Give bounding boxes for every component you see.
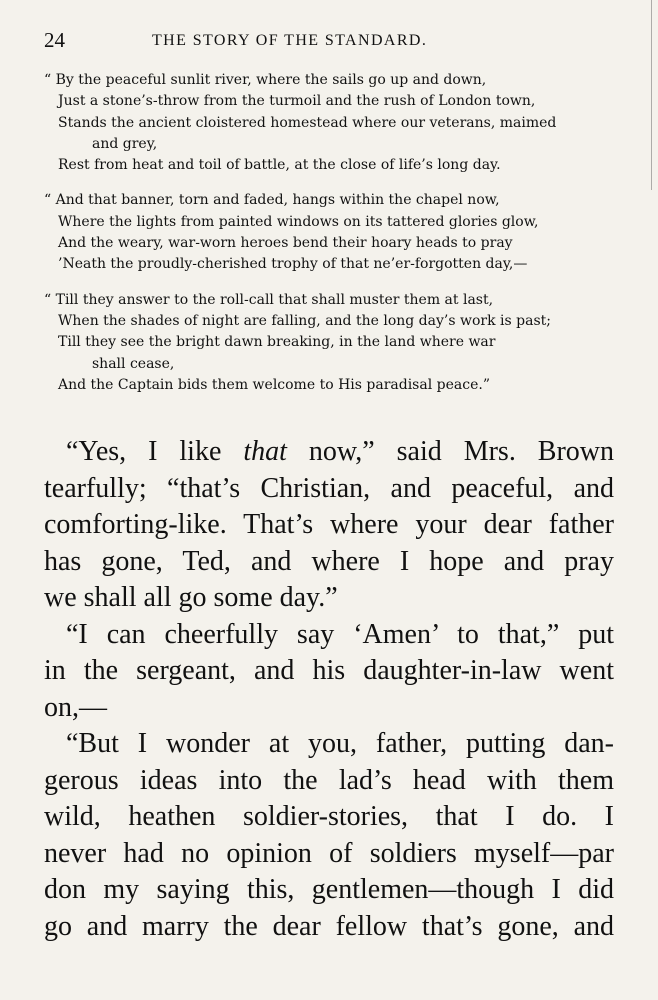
poem-line: Stands the ancient cloistered homestead where our veterans, maimed	[58, 114, 557, 131]
prose-text: “Yes, I like	[66, 436, 244, 467]
margin-pencil-line	[649, 0, 652, 190]
prose-body	[44, 434, 614, 945]
poem-line: and grey,	[92, 135, 158, 152]
page-number: 24	[44, 28, 65, 52]
poem-line: Where the lights from painted windows on its tattered glories glow,	[58, 213, 539, 230]
prose-text: now,” said Mrs. Brown	[286, 436, 614, 467]
prose-line: tearfully; “that’s Christian, and peaceful, and	[44, 472, 614, 504]
prose-line: go and marry the dear fellow that’s gone, and	[44, 910, 614, 942]
prose-line: on,—	[44, 691, 107, 723]
prose-line: gerous ideas into the lad’s head with them	[44, 764, 614, 796]
prose-line: don my saying this, gentlemen—though I did	[44, 874, 614, 905]
poem-line: Till they see the bright dawn breaking, in the land where war	[58, 334, 496, 351]
prose-line: we shall all go some day.”	[44, 582, 338, 613]
poem-line: Rest from heat and toil of battle, at the close of life’s long day.	[58, 157, 501, 174]
poem-line: shall cease,	[92, 355, 175, 372]
prose-line: never had no opinion of soldiers myself—par	[44, 837, 614, 869]
poem-line: “ And that banner, torn and faded, hangs within the chapel now,	[44, 192, 500, 209]
running-title: THE STORY OF THE STANDARD.	[152, 32, 428, 49]
poem	[44, 70, 624, 410]
page-header	[44, 28, 604, 54]
poem-line: ’Neath the proudly-cherished trophy of that ne’er-forgotten day,—	[58, 256, 528, 273]
prose-line: comforting-like. That’s where your dear father	[44, 509, 614, 540]
poem-stanza	[44, 190, 624, 275]
prose-line	[44, 434, 614, 471]
prose-line: “But I wonder at you, father, putting dan-	[66, 728, 614, 759]
poem-stanza	[44, 290, 624, 396]
prose-line: in the sergeant, and his daughter-in-law went	[44, 655, 614, 686]
poem-line: And the weary, war-worn heroes bend their hoary heads to pray	[58, 235, 513, 252]
poem-line: “ By the peaceful sunlit river, where the sails go up and down,	[44, 72, 487, 88]
prose-line: wild, heathen soldier-stories, that I do. I	[44, 801, 614, 832]
poem-line: “ Till they answer to the roll-call that shall muster them at last,	[44, 291, 494, 308]
poem-line: And the Captain bids them welcome to His paradisal peace.”	[58, 376, 490, 393]
prose-emphasis: that	[243, 436, 287, 467]
prose-line: has gone, Ted, and where I hope and pray	[44, 545, 614, 577]
poem-line: When the shades of night are falling, and the long day’s work is past;	[58, 312, 551, 329]
poem-stanza	[44, 70, 624, 176]
poem-line: Just a stone’s-throw from the turmoil and the rush of London town,	[58, 93, 536, 110]
prose-line: “I can cheerfully say ‘Amen’ to that,” put	[66, 618, 614, 650]
